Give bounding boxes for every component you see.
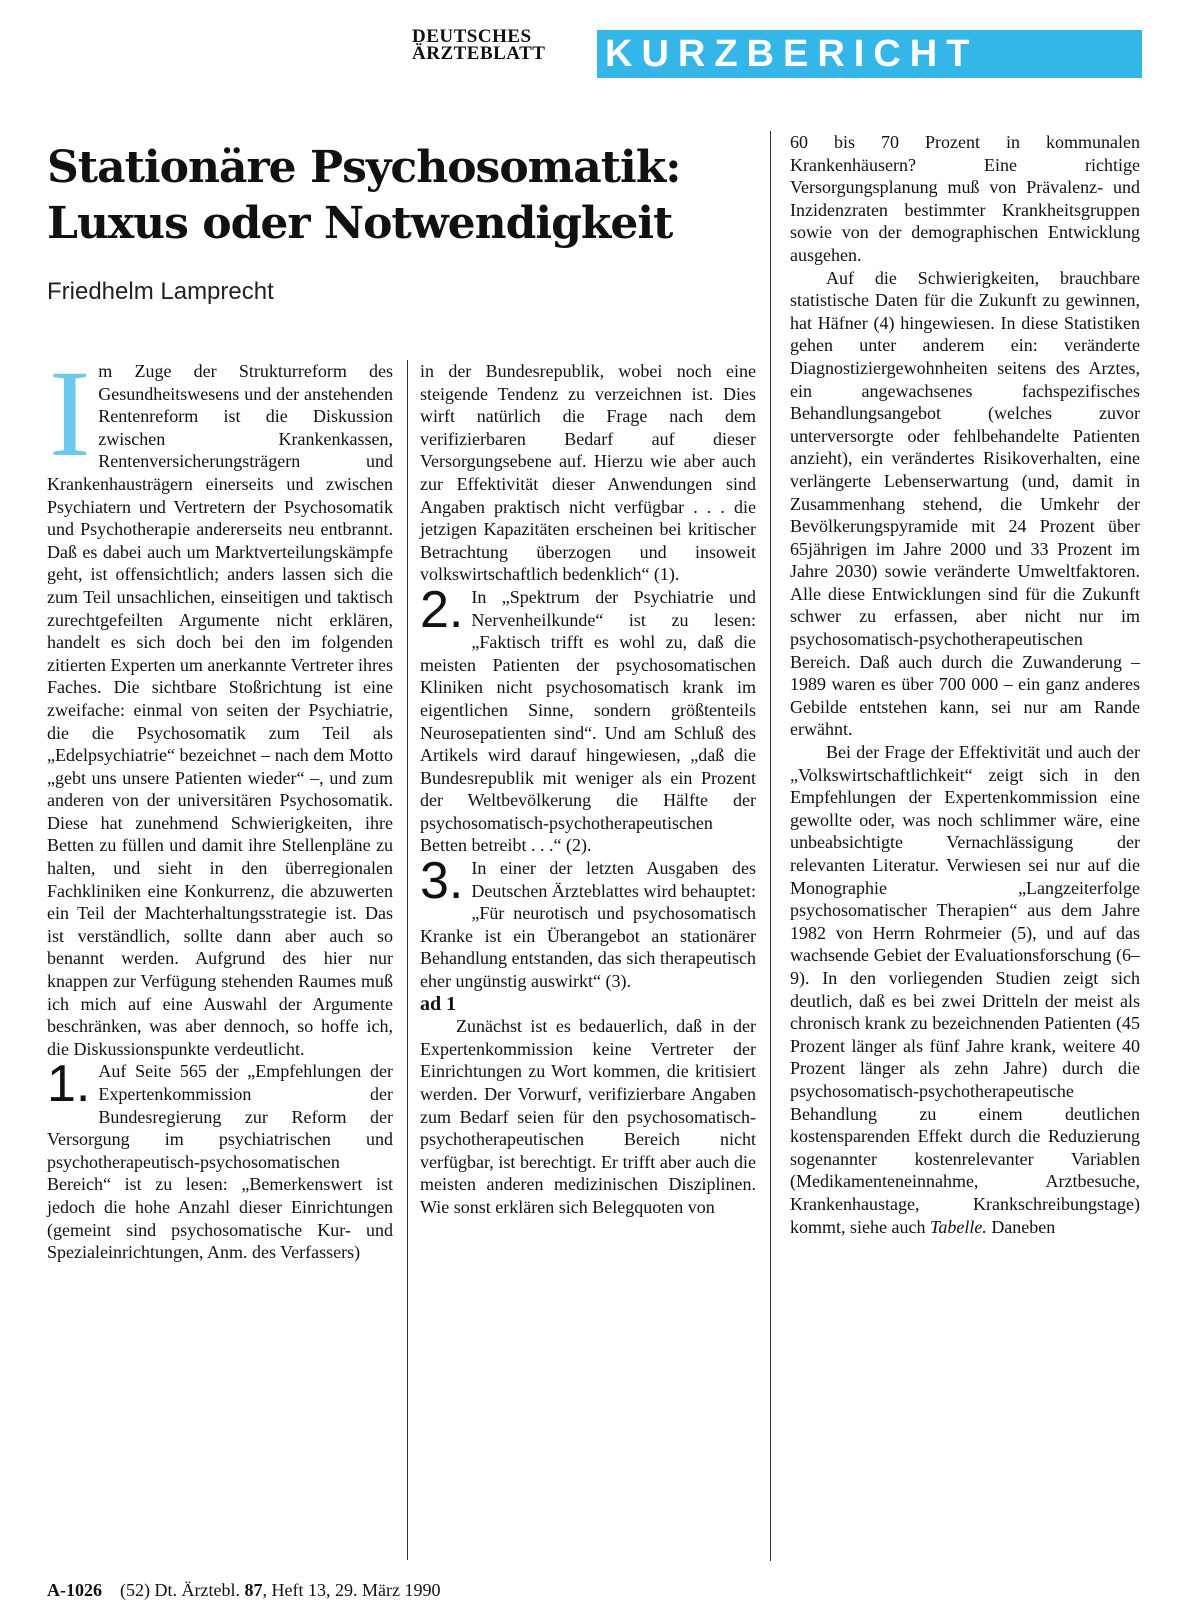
numbered-paragraph-3 bbox=[420, 852, 756, 993]
intro-paragraph bbox=[47, 345, 394, 1060]
paragraph: Auf die Schwierigkeiten, brauchbare statistische Daten für die Zukunft zu gewinnen, hat Häfner (4) hingewiesen. In diese Statistiken gehen unter anderem ein: veränderte Diagnostiziergewohnheiten seitens des Arztes, ein angewachsenes fachspezifisches Behandlungsangebot (welches zuvor unterversorgte oder fehlbehandelte Patienten anzieht), ein verändertes Risikoverhalten, eine verlängerte Lebenserwartung (und, damit in Zusammenhang stehend, die Umkehr der Bevölkerungspyramide mit 24 Prozent über 65jährigen im Jahre 2000 und 33 Prozent im Jahre 2030) sowie veränderte Umweltfaktoren. Alle diese Entwicklungen sind für die Zukunft schwer zu erfassen, aber nicht nur im psychosomatisch-psychotherapeutischen Bereich. Daß auch durch die Zuwanderung – 1989 waren es über 700 000 – ein ganz anderes Gebilde entstehen kann, sei nur am Rande erwähnt. bbox=[790, 267, 1140, 740]
paragraph-text: In einer der letzten Ausgaben des Deutschen Ärzteblattes wird behauptet: „Für neurotisch und psychosomatisch Kranke ist ein Überangebot an stationärer Behandlung entstanden, das sich therapeutisch eher ungünstig auswirkt“ (3). bbox=[420, 858, 756, 992]
issue-info: , Heft 13, 29. März 1990 bbox=[262, 1580, 441, 1600]
numbered-paragraph-2 bbox=[420, 580, 756, 857]
title-line2: Luxus oder Notwendigkeit bbox=[47, 198, 673, 249]
section-kicker: KURZBERICHT bbox=[597, 30, 1142, 78]
drop-cap: I bbox=[49, 345, 91, 482]
paragraph-continued: in der Bundesrepublik, wobei noch eine steigende Tendenz zu verzeichnen ist. Dies wirft natürlich die Frage nach dem verifizierbaren Bedarf auf dieser Versorgungsebene auf. Hierzu wie aber auch zur Effektivität dieser Anwendungen sind Angaben praktisch nicht verfügbar . . . die jetzigen Kapazitäten erscheinen bei kritischer Betrachtung überzogen und insoweit volkswirtschaftlich bedenklich“ (1). bbox=[420, 361, 756, 585]
issue-page: (52) bbox=[120, 1580, 150, 1600]
article-title bbox=[47, 140, 767, 252]
numbered-paragraph-1 bbox=[47, 1055, 393, 1263]
subheading-ad1: ad 1 bbox=[420, 992, 457, 1015]
column-1 bbox=[47, 345, 394, 1264]
page-number: A-1026 bbox=[47, 1580, 102, 1600]
page-footer bbox=[47, 1580, 440, 1601]
journal-abbrev: Dt. Ärztebl. bbox=[154, 1580, 240, 1600]
paragraph bbox=[790, 741, 1140, 1238]
paragraph-text-end: Daneben bbox=[991, 1216, 1056, 1237]
paragraph-text: Auf Seite 565 der „Empfehlungen der Expertenkommission der Bundesregierung zur Reform der Versorgung im psychiatrischen und psychotherapeutisch-psychosomatischen Bereich“ ist zu lesen: „Bemerkenswert ist jedoch die hohe Anzahl dieser Einrichtungen (gemeint sind psychosomatische Kur- und Spezialeinrichtungen, Anm. des Verfassers) bbox=[47, 1061, 393, 1263]
column-divider bbox=[770, 131, 771, 1561]
paragraph-number: 1. bbox=[47, 1055, 91, 1114]
volume-number: 87 bbox=[244, 1580, 263, 1600]
column-2 bbox=[420, 360, 756, 1219]
masthead-line2: ÄRZTEBLATT bbox=[412, 43, 546, 64]
column-divider bbox=[407, 360, 408, 1560]
table-reference: Tabelle. bbox=[929, 1216, 987, 1237]
paragraph-text: In „Spektrum der Psychiatrie und Nervenheilkunde“ ist zu lesen: „Faktisch trifft es wohl zu, daß die meisten Patienten der psychosomatischen Kliniken nicht psychosomatisch krank im eigentlichen Sinne, sondern größtenteils Neurosepatienten sind“. Und am Schluß des Artikels wird darauf hingewiesen, „daß die Bundesrepublik mit weniger als ein Prozent der Weltbevölkerung die Hälfte der psychosomatisch-psychotherapeutischen Betten betreibt . . .“ (2). bbox=[420, 586, 756, 856]
paragraph: Zunächst ist es bedauerlich, daß in der Expertenkommission keine Vertreter der Einrichtungen zu Wort kommen, die kritisiert werden. Der Vorwurf, verifizierbare Angaben zum Bedarf seien für den psychosomatisch-psychotherapeutischen Bereich nicht verfügbar, ist berechtigt. Er trifft aber auch die meisten anderen medizinischen Disziplinen. Wie sonst erklären sich Belegquoten von bbox=[420, 1016, 756, 1217]
article-author: Friedhelm Lamprecht bbox=[47, 278, 274, 305]
journal-masthead bbox=[412, 28, 545, 62]
paragraph-continued: 60 bis 70 Prozent in kommunalen Krankenhäusern? Eine richtige Versorgungsplanung muß von Prävalenz- und Inzidenzraten bestimmter Krankheitsgruppen sowie von der demographischen Entwicklung ausgehen. bbox=[790, 132, 1140, 265]
paragraph-number: 3. bbox=[420, 852, 464, 911]
title-line1: Stationäre Psychosomatik: bbox=[47, 142, 681, 193]
paragraph-text: Bei der Frage der Effektivität und auch der „Volkswirtschaftlichkeit“ zeigt sich in den Empfehlungen der Expertenkommission eine gewollte oder, was noch schlimmer wäre, eine unbeabsichtigte Vernachlässigung der relevanten Literatur. Verwiesen sei nur auf die Monographie „Langzeiterfolge psychosomatischer Therapien“ aus dem Jahre 1982 von Herrn Rohrmeier (5), und auf das wachsende Gebiet der Evaluationsforschung (6–9). In den vorliegenden Studien zeigt sich deutlich, daß es bei zwei Dritteln der meist als chronisch krank zu bezeichnenden Patienten (45 Prozent länger als fünf Jahre krank, weitere 40 Prozent länger als zehn Jahre) durch die psychosomatisch-psychotherapeutische Behandlung zu einem deutlichen kostensparenden Effekt durch die Reduzierung sogenannter kostenrelevanter Variablen (Medikamenteneinnahme, Arztbesuche, Krankenhaustage, Krankschreibungstage) kommt, siehe auch bbox=[790, 742, 1140, 1237]
column-3 bbox=[790, 131, 1140, 1238]
masthead-line1: DEUTSCHES bbox=[412, 26, 532, 47]
intro-text: m Zuge der Strukturreform des Gesundheitswesens und der anstehenden Rentenreform ist die Diskussion zwischen Krankenkassen, Rentenversicherungsträgern und Krankenhausträgern einerseits und zwischen Psychiatern und Vertretern der Psychosomatik und Psychotherapie andererseits neu entbrannt. Daß es dabei auch um Marktverteilungskämpfe geht, ist offensichtlich; anders lassen sich die zum Teil unsachlichen, einseitigen und taktisch zurechtgefeilten Argumente nicht erklären, handelt es sich doch bei den im folgenden zitierten Experten um anerkannte Vertreter ihres Faches. Die sichtbare Stoßrichtung ist eine zweifache: einmal von seiten der Psychiatrie, die die Psychosomatik zum Teil als „Edelpsychiatrie“ bezeichnet – nach dem Motto „gebt uns unsere Patienten wieder“ –, und zum anderen von der universitären Psychosomatik. Diese hat zunehmend Schwierigkeiten, ihre Betten zu füllen und damit ihre Stellenpläne zu halten, und sieht in den überregionalen Fachkliniken eine Konkurrenz, die abzuwerten ein Teil der Machterhaltungsstrategie ist. Das ist verständlich, sollte dann aber auch so benannt werden. Aufgrund des hier nur knappen zur Verfügung stehenden Raumes muß ich mich auf eine Auswahl der Argumente beschränken, was aber dennoch, so hoffe ich, die Diskussionspunkte verdeutlicht. bbox=[47, 361, 394, 1059]
paragraph-number: 2. bbox=[420, 580, 464, 639]
